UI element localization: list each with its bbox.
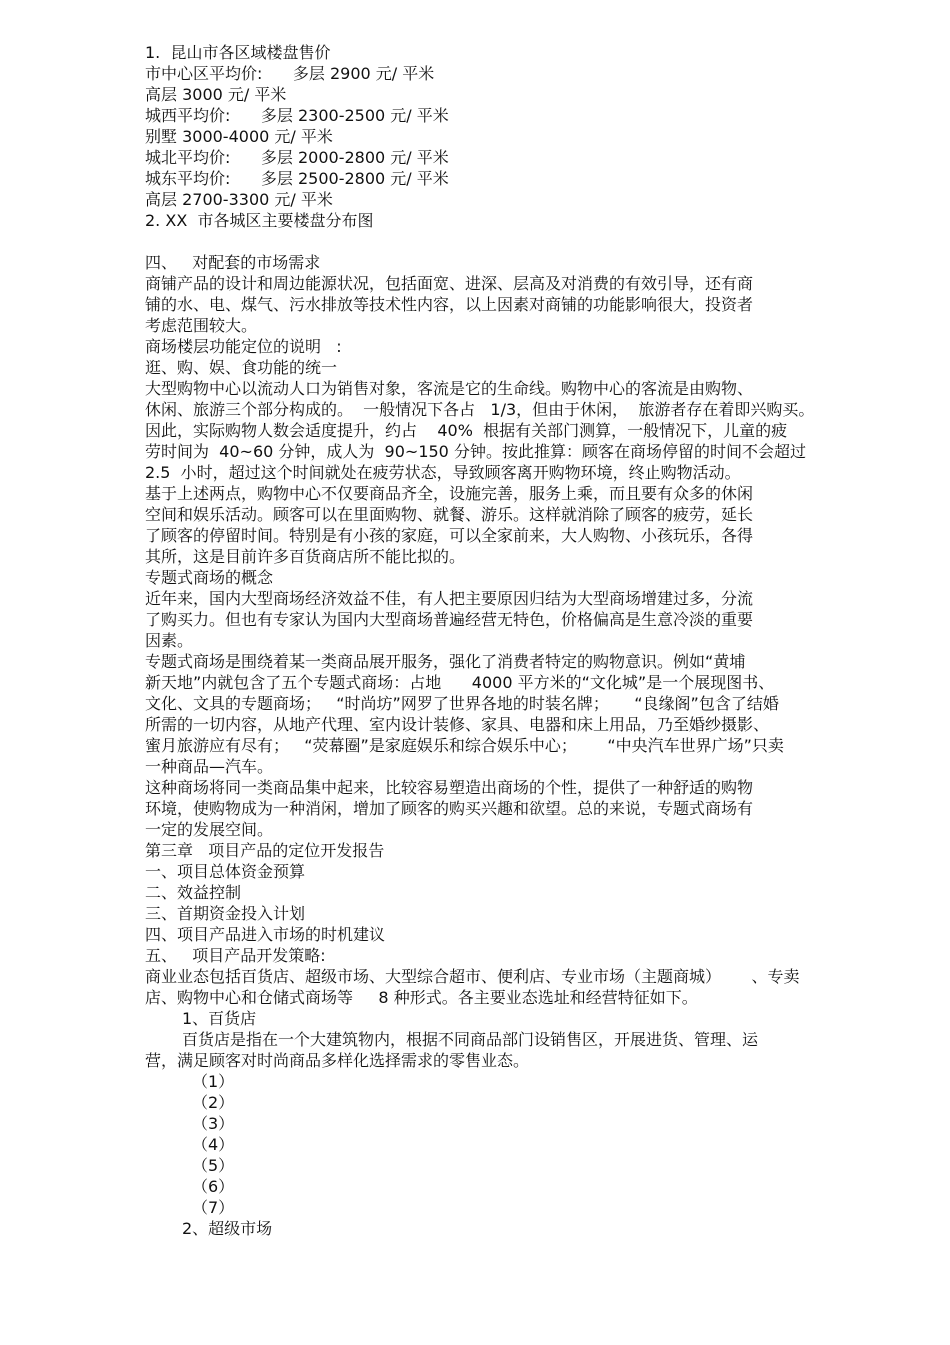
text-line: 五、 项目产品开发策略: xyxy=(145,946,326,965)
list-item: （3） xyxy=(192,1114,235,1133)
list-item: （5） xyxy=(192,1156,235,1175)
text-line: 近年来，国内大型商场经济效益不佳，有人把主要原因归结为大型商场增建过多，分流 xyxy=(145,589,754,608)
chapter-heading: 第三章 项目产品的定位开发报告 xyxy=(145,841,385,860)
subsection-heading: 1、百货店 xyxy=(182,1009,257,1028)
text-line: 因素。 xyxy=(145,631,194,650)
text-line: 文化、文具的专题商场； “时尚坊”网罗了世界各地的时装名牌； “良缘阁”包含了结婚 xyxy=(145,694,779,713)
text-line: 高层 2700-3300 元/ 平米 xyxy=(145,190,333,209)
text-line: 逛、购、娱、食功能的统一 xyxy=(145,358,338,377)
text-line: 高层 3000 元/ 平米 xyxy=(145,85,287,104)
section-heading: 四、 对配套的市场需求 xyxy=(145,253,321,272)
text-line: 其所，这是目前许多百货商店所不能比拟的。 xyxy=(145,547,466,566)
text-line: 所需的一切内容，从地产代理、室内设计装修、家具、电器和床上用品，乃至婚纱摄影、 xyxy=(145,715,770,734)
text-line: 营，满足顾客对时尚商品多样化选择需求的零售业态。 xyxy=(145,1051,530,1070)
text-line: 一种商品—汽车。 xyxy=(145,757,274,776)
subsection-heading: 2、超级市场 xyxy=(182,1219,273,1238)
text-line: 百货店是指在一个大建筑物内，根据不同商品部门设销售区，开展进货、管理、运 xyxy=(182,1030,759,1049)
text-line: 一定的发展空间。 xyxy=(145,820,274,839)
text-line: 休闲、旅游三个部分构成的。 一般情况下各占 1/3，但由于休闲， 旅游者存在着即兴购买。 xyxy=(145,400,815,419)
text-line: 新天地”内就包含了五个专题式商场：占地 4000 平方米的“文化城”是一个展现图书、 xyxy=(145,673,775,692)
text-line: 四、项目产品进入市场的时机建议 xyxy=(145,925,386,944)
list-item: （2） xyxy=(192,1093,235,1112)
text-line: 市中心区平均价: 多层 2900 元/ 平米 xyxy=(145,64,435,83)
list-item: （1） xyxy=(192,1072,235,1091)
text-line: 城西平均价: 多层 2300-2500 元/ 平米 xyxy=(145,106,449,125)
text-line: 专题式商场是围绕着某一类商品展开服务，强化了消费者特定的购物意识。例如“黄埔 xyxy=(145,652,746,671)
text-line: 这种商场将同一类商品集中起来，比较容易塑造出商场的个性，提供了一种舒适的购物 xyxy=(145,778,754,797)
text-line: 城东平均价: 多层 2500-2800 元/ 平米 xyxy=(145,169,449,188)
text-line: 了购买力。但也有专家认为国内大型商场普遍经营无特色，价格偏高是生意冷淡的重要 xyxy=(145,610,754,629)
text-line: 了顾客的停留时间。特别是有小孩的家庭，可以全家前来，大人购物、小孩玩乐，各得 xyxy=(145,526,754,545)
text-line: 铺的水、电、煤气、污水排放等技术性内容，以上因素对商铺的功能影响很大，投资者 xyxy=(145,295,754,314)
text-line: 基于上述两点，购物中心不仅要商品齐全，设施完善，服务上乘，而且要有众多的休闲 xyxy=(145,484,754,503)
text-line: 2. XX 市各城区主要楼盘分布图 xyxy=(145,211,374,230)
text-line: 蜜月旅游应有尽有； “荧幕圈”是家庭娱乐和综合娱乐中心； “中央汽车世界广场”只卖 xyxy=(145,736,784,755)
text-line: 大型购物中心以流动人口为销售对象，客流是它的生命线。购物中心的客流是由购物、 xyxy=(145,379,754,398)
text-line: 商铺产品的设计和周边能源状况，包括面宽、进深、层高及对消费的有效引导，还有商 xyxy=(145,274,754,293)
text-line: 店、购物中心和仓储式商场等 8 种形式。各主要业态选址和经营特征如下。 xyxy=(145,988,698,1007)
text-line: 专题式商场的概念 xyxy=(145,568,274,587)
text-line: 一、项目总体资金预算 xyxy=(145,862,306,881)
text-line: 二、效益控制 xyxy=(145,883,242,902)
text-line: 商业业态包括百货店、超级市场、大型综合超市、便利店、专业市场（主题商城） 、专卖 xyxy=(145,967,800,986)
text-line: 环境，使购物成为一种消闲，增加了顾客的购买兴趣和欲望。总的来说，专题式商场有 xyxy=(145,799,754,818)
list-item: （4） xyxy=(192,1135,235,1154)
text-line: 劳时间为 40~60 分钟，成人为 90~150 分钟。按此推算：顾客在商场停留的时间不会超过 xyxy=(145,442,806,461)
text-line: 因此，实际购物人数会适度提升，约占 40% 根据有关部门测算，一般情况下，儿童的疲 xyxy=(145,421,788,440)
text-line: 2.5 小时，超过这个时间就处在疲劳状态，导致顾客离开购物环境，终止购物活动。 xyxy=(145,463,741,482)
text-line: 三、首期资金投入计划 xyxy=(145,904,306,923)
text-line: 商场楼层功能定位的说明 : xyxy=(145,337,342,356)
list-item: （6） xyxy=(192,1177,235,1196)
text-line: 考虑范围较大。 xyxy=(145,316,258,335)
text-line: 空间和娱乐活动。顾客可以在里面购物、就餐、游乐。这样就消除了顾客的疲劳，延长 xyxy=(145,505,754,524)
text-line: 城北平均价: 多层 2000-2800 元/ 平米 xyxy=(145,148,449,167)
text-line: 1. 昆山市各区域楼盘售价 xyxy=(145,43,331,62)
text-line: 别墅 3000-4000 元/ 平米 xyxy=(145,127,333,146)
list-item: （7） xyxy=(192,1198,235,1217)
